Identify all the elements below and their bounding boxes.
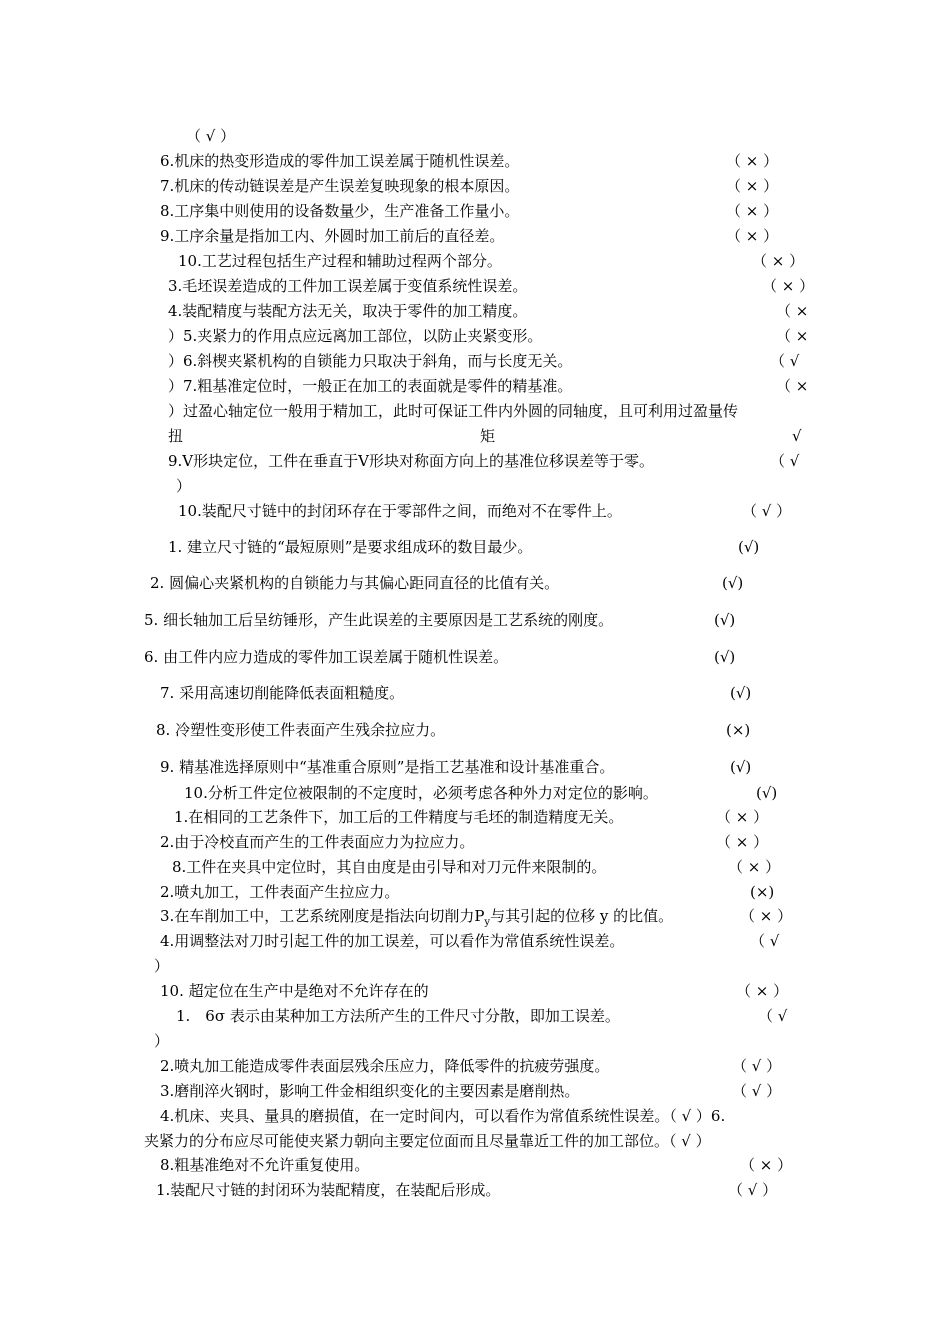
statement-text: 2.喷丸加工能造成零件表面层残余压应力，降低零件的抗疲劳强度。 xyxy=(160,1057,610,1075)
answer-mark: （ √ ） xyxy=(186,127,236,145)
statement-text: 4.机床、夹具、量具的磨损值，在一定时间内，可以看作为常值系统性误差。（ √ ）6. xyxy=(160,1107,726,1125)
statement-text: 2.由于冷校直而产生的工件表面应力为拉应力。 xyxy=(160,833,475,851)
answer-mark: √ xyxy=(792,427,802,445)
answer-mark: （ √ ） xyxy=(732,1057,782,1075)
statement-text: 6. 由工件内应力造成的零件加工误差属于随机性误差。 xyxy=(144,648,509,666)
statement-text: 10.工艺过程包括生产过程和辅助过程两个部分。 xyxy=(178,252,502,270)
statement-text: 8.粗基准绝对不允许重复使用。 xyxy=(160,1156,370,1174)
statement-text: 矩 xyxy=(480,427,496,445)
answer-mark: （ × ） xyxy=(762,277,815,295)
statement-text: 夹紧力的分布应尽可能使夹紧力朝向主要定位面而且尽量靠近工件的加工部位。（ √ ） xyxy=(144,1132,711,1150)
answer-mark: （ × ） xyxy=(726,177,779,195)
answer-mark: （ × ） xyxy=(726,152,779,170)
statement-text: 5. 细长轴加工后呈纺锤形，产生此误差的主要原因是工艺系统的刚度。 xyxy=(144,611,614,629)
answer-mark: (√) xyxy=(730,758,752,776)
answer-mark: （ × ） xyxy=(736,982,789,1000)
statement-text: 1.在相同的工艺条件下，加工后的工件精度与毛坯的制造精度无关。 xyxy=(174,808,624,826)
answer-mark: （ √ xyxy=(770,452,800,470)
answer-mark: （ √ xyxy=(750,932,780,950)
statement-text: 4.装配精度与装配方法无关，取决于零件的加工精度。 xyxy=(168,302,528,320)
answer-mark: （ √ ） xyxy=(742,502,792,520)
answer-mark: （ × xyxy=(776,377,809,395)
answer-mark: （ √ xyxy=(770,352,800,370)
statement-text: 10.装配尺寸链中的封闭环存在于零部件之间，而绝对不在零件上。 xyxy=(178,502,622,520)
statement-text: 3.在车削加工中，工艺系统刚度是指法向切削力$P_y$与其引起的位移 y 的比值。 xyxy=(160,907,674,928)
answer-mark: (√) xyxy=(756,784,778,802)
statement-text: 8.工件在夹具中定位时，其自由度是由引导和对刀元件来限制的。 xyxy=(172,858,607,876)
answer-mark: （ × ） xyxy=(728,858,781,876)
statement-text: 3.毛坯误差造成的工件加工误差属于变值系统性误差。 xyxy=(168,277,528,295)
answer-mark: （ √ ） xyxy=(732,1082,782,1100)
answer-mark: (√) xyxy=(722,574,744,592)
statement-text: 2. 圆偏心夹紧机构的自锁能力与其偏心距同直径的比值有关。 xyxy=(150,574,560,592)
statement-text: 8.工序集中则使用的设备数量少，生产准备工作量小。 xyxy=(160,202,520,220)
answer-mark: （ × ） xyxy=(726,227,779,245)
answer-mark: （ × ） xyxy=(740,1156,793,1174)
statement-text: 1. 6σ 表示由某种加工方法所产生的工件尺寸分散，即加工误差。 xyxy=(176,1007,620,1025)
statement-text: 10. 超定位在生产中是绝对不允许存在的 xyxy=(160,982,429,1000)
statement-text: 10.分析工件定位被限制的不定度时，必须考虑各种外力对定位的影响。 xyxy=(184,784,658,802)
statement-text: 4.用调整法对刀时引起工件的加工误差，可以看作为常值系统性误差。 xyxy=(160,932,625,950)
statement-text: 9. 精基准选择原则中“基准重合原则”是指工艺基准和设计基准重合。 xyxy=(160,758,615,776)
statement-text: ）6.斜楔夹紧机构的自锁能力只取决于斜角，而与长度无关。 xyxy=(168,352,573,370)
answer-mark: （ × ） xyxy=(716,808,769,826)
answer-mark: (√) xyxy=(730,684,752,702)
answer-mark: (√) xyxy=(714,611,736,629)
answer-mark: （ √ ） xyxy=(728,1181,778,1199)
answer-mark: (×) xyxy=(726,721,751,739)
answer-mark: （ × xyxy=(776,302,809,320)
statement-text: ） xyxy=(154,957,170,975)
answer-mark: （ × xyxy=(776,327,809,345)
answer-mark: （ × ） xyxy=(740,907,793,925)
statement-text: 7.机床的传动链误差是产生误差复映现象的根本原因。 xyxy=(160,177,520,195)
answer-mark: (×) xyxy=(750,883,775,901)
answer-mark: (√) xyxy=(714,648,736,666)
statement-text: 9.V形块定位，工件在垂直于V形块对称面方向上的基准位移误差等于零。 xyxy=(168,452,654,470)
statement-text: 扭 xyxy=(168,427,184,445)
statement-text: 1. 建立尺寸链的“最短原则”是要求组成环的数目最少。 xyxy=(168,538,533,556)
statement-text: 2.喷丸加工，工件表面产生拉应力。 xyxy=(160,883,400,901)
statement-text: ） xyxy=(154,1032,170,1050)
statement-text: 6.机床的热变形造成的零件加工误差属于随机性误差。 xyxy=(160,152,520,170)
statement-text: 1.装配尺寸链的封闭环为装配精度，在装配后形成。 xyxy=(156,1181,501,1199)
answer-mark: （ × ） xyxy=(716,833,769,851)
answer-mark: （ × ） xyxy=(752,252,805,270)
statement-text: 3.磨削淬火钢时，影响工件金相组织变化的主要因素是磨削热。 xyxy=(160,1082,580,1100)
statement-text: 7. 采用高速切削能降低表面粗糙度。 xyxy=(160,684,405,702)
statement-text: ） xyxy=(176,477,192,495)
statement-text: ）5.夹紧力的作用点应远离加工部位，以防止夹紧变形。 xyxy=(168,327,543,345)
answer-mark: （ √ xyxy=(758,1007,788,1025)
statement-text: ）过盈心轴定位一般用于精加工，此时可保证工件内外圆的同轴度，且可利用过盈量传 xyxy=(168,402,739,420)
statement-text: 9.工序余量是指加工内、外圆时加工前后的直径差。 xyxy=(160,227,505,245)
answer-mark: （ × ） xyxy=(726,202,779,220)
statement-text: 8. 冷塑性变形使工件表面产生残余拉应力。 xyxy=(156,721,446,739)
statement-text: ）7.粗基准定位时，一般正在加工的表面就是零件的精基准。 xyxy=(168,377,573,395)
answer-mark: (√) xyxy=(738,538,760,556)
